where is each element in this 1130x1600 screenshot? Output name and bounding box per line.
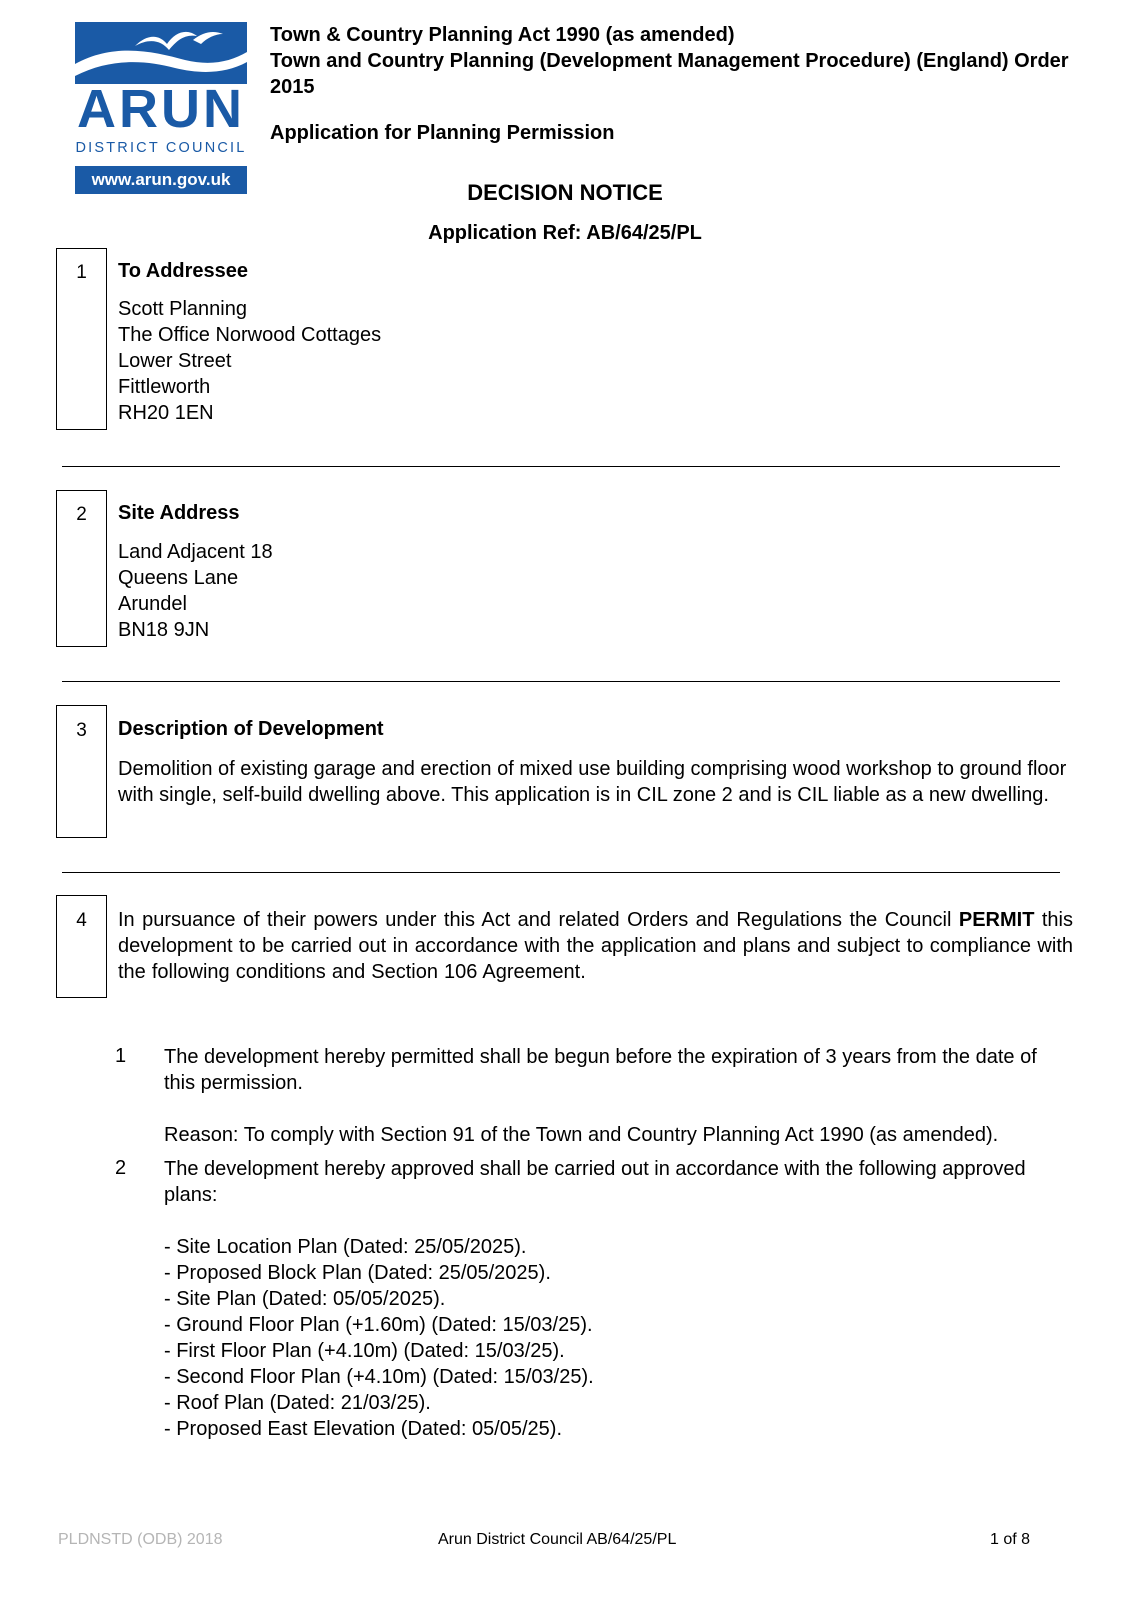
footer-reference: Arun District Council AB/64/25/PL xyxy=(438,1531,677,1548)
approved-plan-item: - Roof Plan (Dated: 21/03/25). xyxy=(164,1392,431,1414)
divider xyxy=(62,872,1060,873)
site-address-line: Queens Lane xyxy=(118,567,239,589)
approved-plan-item: - Ground Floor Plan (+1.60m) (Dated: 15/03/25). xyxy=(164,1314,593,1336)
condition-2-text: The development hereby approved shall be carried out in accordance with the following approved plans: xyxy=(164,1158,1026,1206)
section-2-number: 2 xyxy=(76,504,87,525)
addressee-line: Fittleworth xyxy=(118,376,211,398)
notice-title: DECISION NOTICE xyxy=(467,180,663,205)
footer-form-code: PLDNSTD (ODB) 2018 xyxy=(58,1531,223,1548)
condition-1-text: The development hereby permitted shall be begun before the expiration of 3 years from the date of this permission. xyxy=(164,1046,1037,1094)
section-3-heading: Description of Development xyxy=(118,718,384,740)
addressee-line: Lower Street xyxy=(118,350,232,372)
footer-page-number: 1 of 8 xyxy=(990,1531,1031,1548)
section-3-number: 3 xyxy=(76,720,87,741)
site-address-line: Land Adjacent 18 xyxy=(118,541,273,563)
order-year: 2015 xyxy=(270,76,315,98)
application-ref: Application Ref: AB/64/25/PL xyxy=(428,222,702,244)
section-2-heading: Site Address xyxy=(118,502,240,524)
approved-plan-item: - Proposed Block Plan (Dated: 25/05/2025). xyxy=(164,1262,551,1284)
development-description: Demolition of existing garage and erection of mixed use building comprising wood workshop to ground floor with single, self-build dwelling above. This application is in CIL zone 2 and is CIL liable as a new dwelling. xyxy=(118,758,1067,806)
approved-plan-item: - Proposed East Elevation (Dated: 05/05/25). xyxy=(164,1418,563,1440)
logo-wordmark: ARUN xyxy=(77,79,245,139)
addressee-line: Scott Planning xyxy=(118,298,247,320)
logo-subtitle: DISTRICT COUNCIL xyxy=(75,140,247,156)
section-1-number: 1 xyxy=(76,262,87,283)
decision-text-after: this development to be carried out in accordance with the application and plans and subject to compliance with the following conditions and Section 106 Agreement. xyxy=(118,909,1073,983)
condition-1-number: 1 xyxy=(115,1045,127,1067)
order-title: Town and Country Planning (Development Management Procedure) (England) Order xyxy=(270,50,1069,72)
act-title: Town & Country Planning Act 1990 (as amended) xyxy=(270,24,735,46)
divider xyxy=(62,466,1060,467)
approved-plan-item: - Second Floor Plan (+4.10m) (Dated: 15/03/25). xyxy=(164,1366,594,1388)
addressee-line: RH20 1EN xyxy=(118,402,214,424)
section-4-number: 4 xyxy=(76,910,87,931)
arun-logo xyxy=(75,22,247,197)
condition-2-number: 2 xyxy=(115,1157,127,1179)
approved-plan-item: - Site Plan (Dated: 05/05/2025). xyxy=(164,1288,446,1310)
decision-statement xyxy=(118,907,1073,985)
site-address-line: Arundel xyxy=(118,593,187,615)
addressee-line: The Office Norwood Cottages xyxy=(118,324,382,346)
logo-url: www.arun.gov.uk xyxy=(75,166,247,194)
site-address-line: BN18 9JN xyxy=(118,619,210,641)
seagull-wave-icon xyxy=(75,22,247,84)
application-type: Application for Planning Permission xyxy=(270,122,615,144)
approved-plan-item: - First Floor Plan (+4.10m) (Dated: 15/03/25). xyxy=(164,1340,565,1362)
decision-keyword: PERMIT xyxy=(958,909,1035,931)
condition-1-reason: Reason: To comply with Section 91 of the Town and Country Planning Act 1990 (as amended). xyxy=(164,1124,999,1146)
section-1-heading: To Addressee xyxy=(118,260,249,282)
decision-text-before: In pursuance of their powers under this Act and related Orders and Regulations the Council xyxy=(118,909,959,931)
divider xyxy=(62,681,1060,682)
approved-plan-item: - Site Location Plan (Dated: 25/05/2025). xyxy=(164,1236,527,1258)
